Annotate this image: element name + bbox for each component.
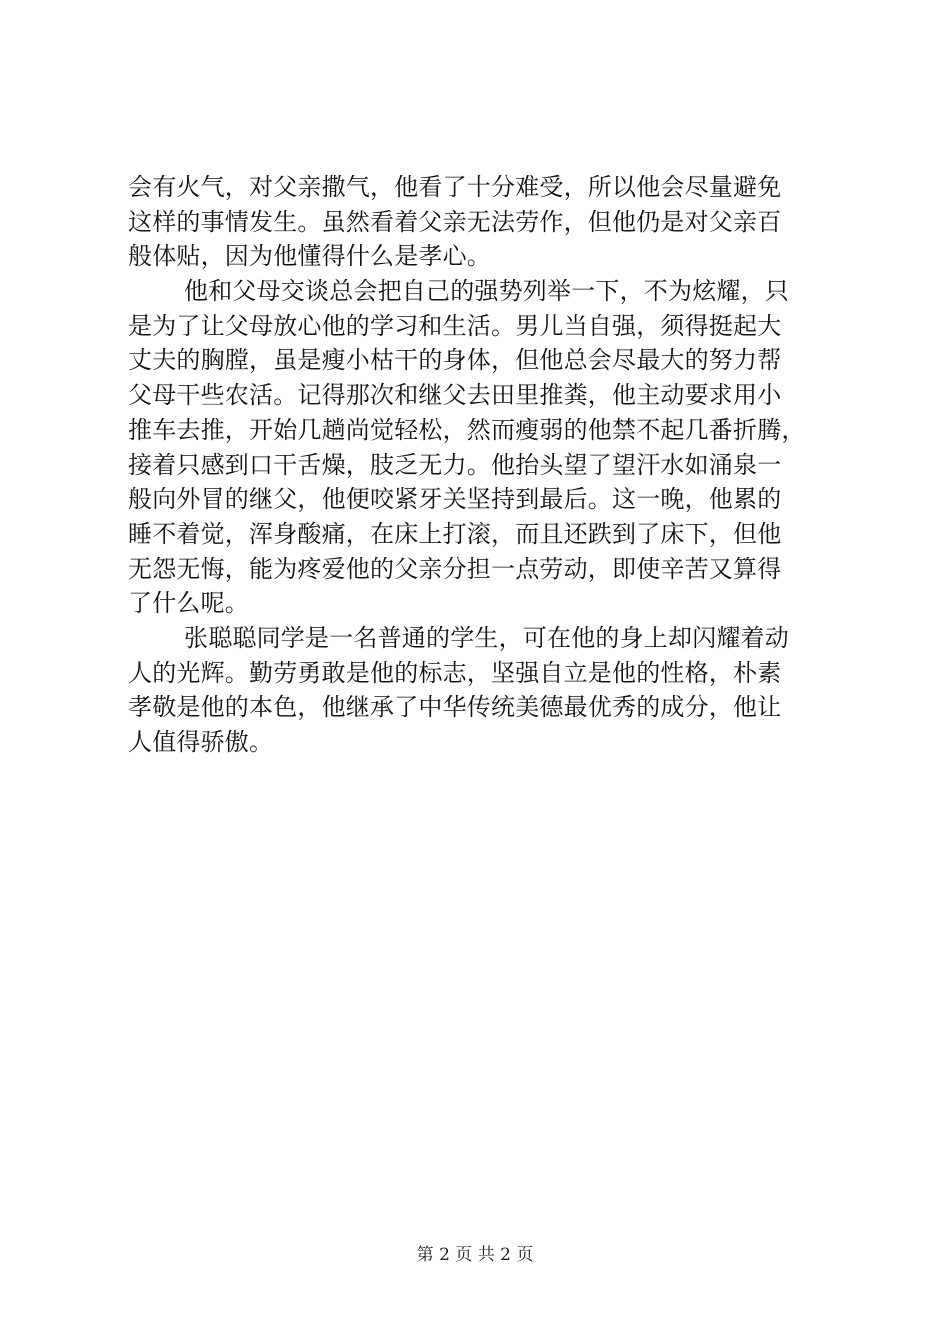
text-line: 丈夫的胸膛，虽是瘦小枯干的身体，但他总会尽最大的努力帮 <box>128 346 782 375</box>
text-line: 了什么呢。 <box>128 589 249 618</box>
text-line: 孝敬是他的本色，他继承了中华传统美德最优秀的成分，他让 <box>128 693 782 722</box>
body-text <box>128 170 828 760</box>
text-line: 这样的事情发生。虽然看着父亲无法劳作，但他仍是对父亲百 <box>128 207 782 236</box>
text-line: 睡不着觉，浑身酸痛，在床上打滚，而且还跌到了床下，但他 <box>128 519 782 548</box>
paragraph-first-line: 张聪聪同学是一名普通的学生，可在他的身上却闪耀着动 <box>184 623 789 652</box>
text-line: 推车去推，开始几趟尚觉轻松，然而瘦弱的他禁不起几番折腾， <box>128 415 806 444</box>
text-line: 父母干些农活。记得那次和继父去田里推粪，他主动要求用小 <box>128 381 782 410</box>
page-number-footer: 第 2 页 共 2 页 <box>416 1245 534 1265</box>
text-line: 是为了让父母放心他的学习和生活。男儿当自强，须得挺起大 <box>128 311 782 340</box>
text-line: 接着只感到口干舌燥，肢乏无力。他抬头望了望汗水如涌泉一 <box>128 450 782 479</box>
text-line: 人值得骄傲。 <box>128 728 274 756</box>
text-line: 般体贴，因为他懂得什么是孝心。 <box>128 242 491 271</box>
text-line: 般向外冒的继父，他便咬紧牙关坚持到最后。这一晚，他累的 <box>128 485 782 514</box>
text-line: 无怨无悔，能为疼爱他的父亲分担一点劳动，即使辛苦又算得 <box>128 554 782 583</box>
text-line: 人的光辉。勤劳勇敢是他的标志，坚强自立是他的性格，朴素 <box>128 658 782 687</box>
paragraph-first-line: 他和父母交谈总会把自己的强势列举一下，不为炫耀，只 <box>184 277 789 306</box>
text-line: 会有火气，对父亲撒气，他看了十分难受，所以他会尽量避免 <box>128 173 782 201</box>
